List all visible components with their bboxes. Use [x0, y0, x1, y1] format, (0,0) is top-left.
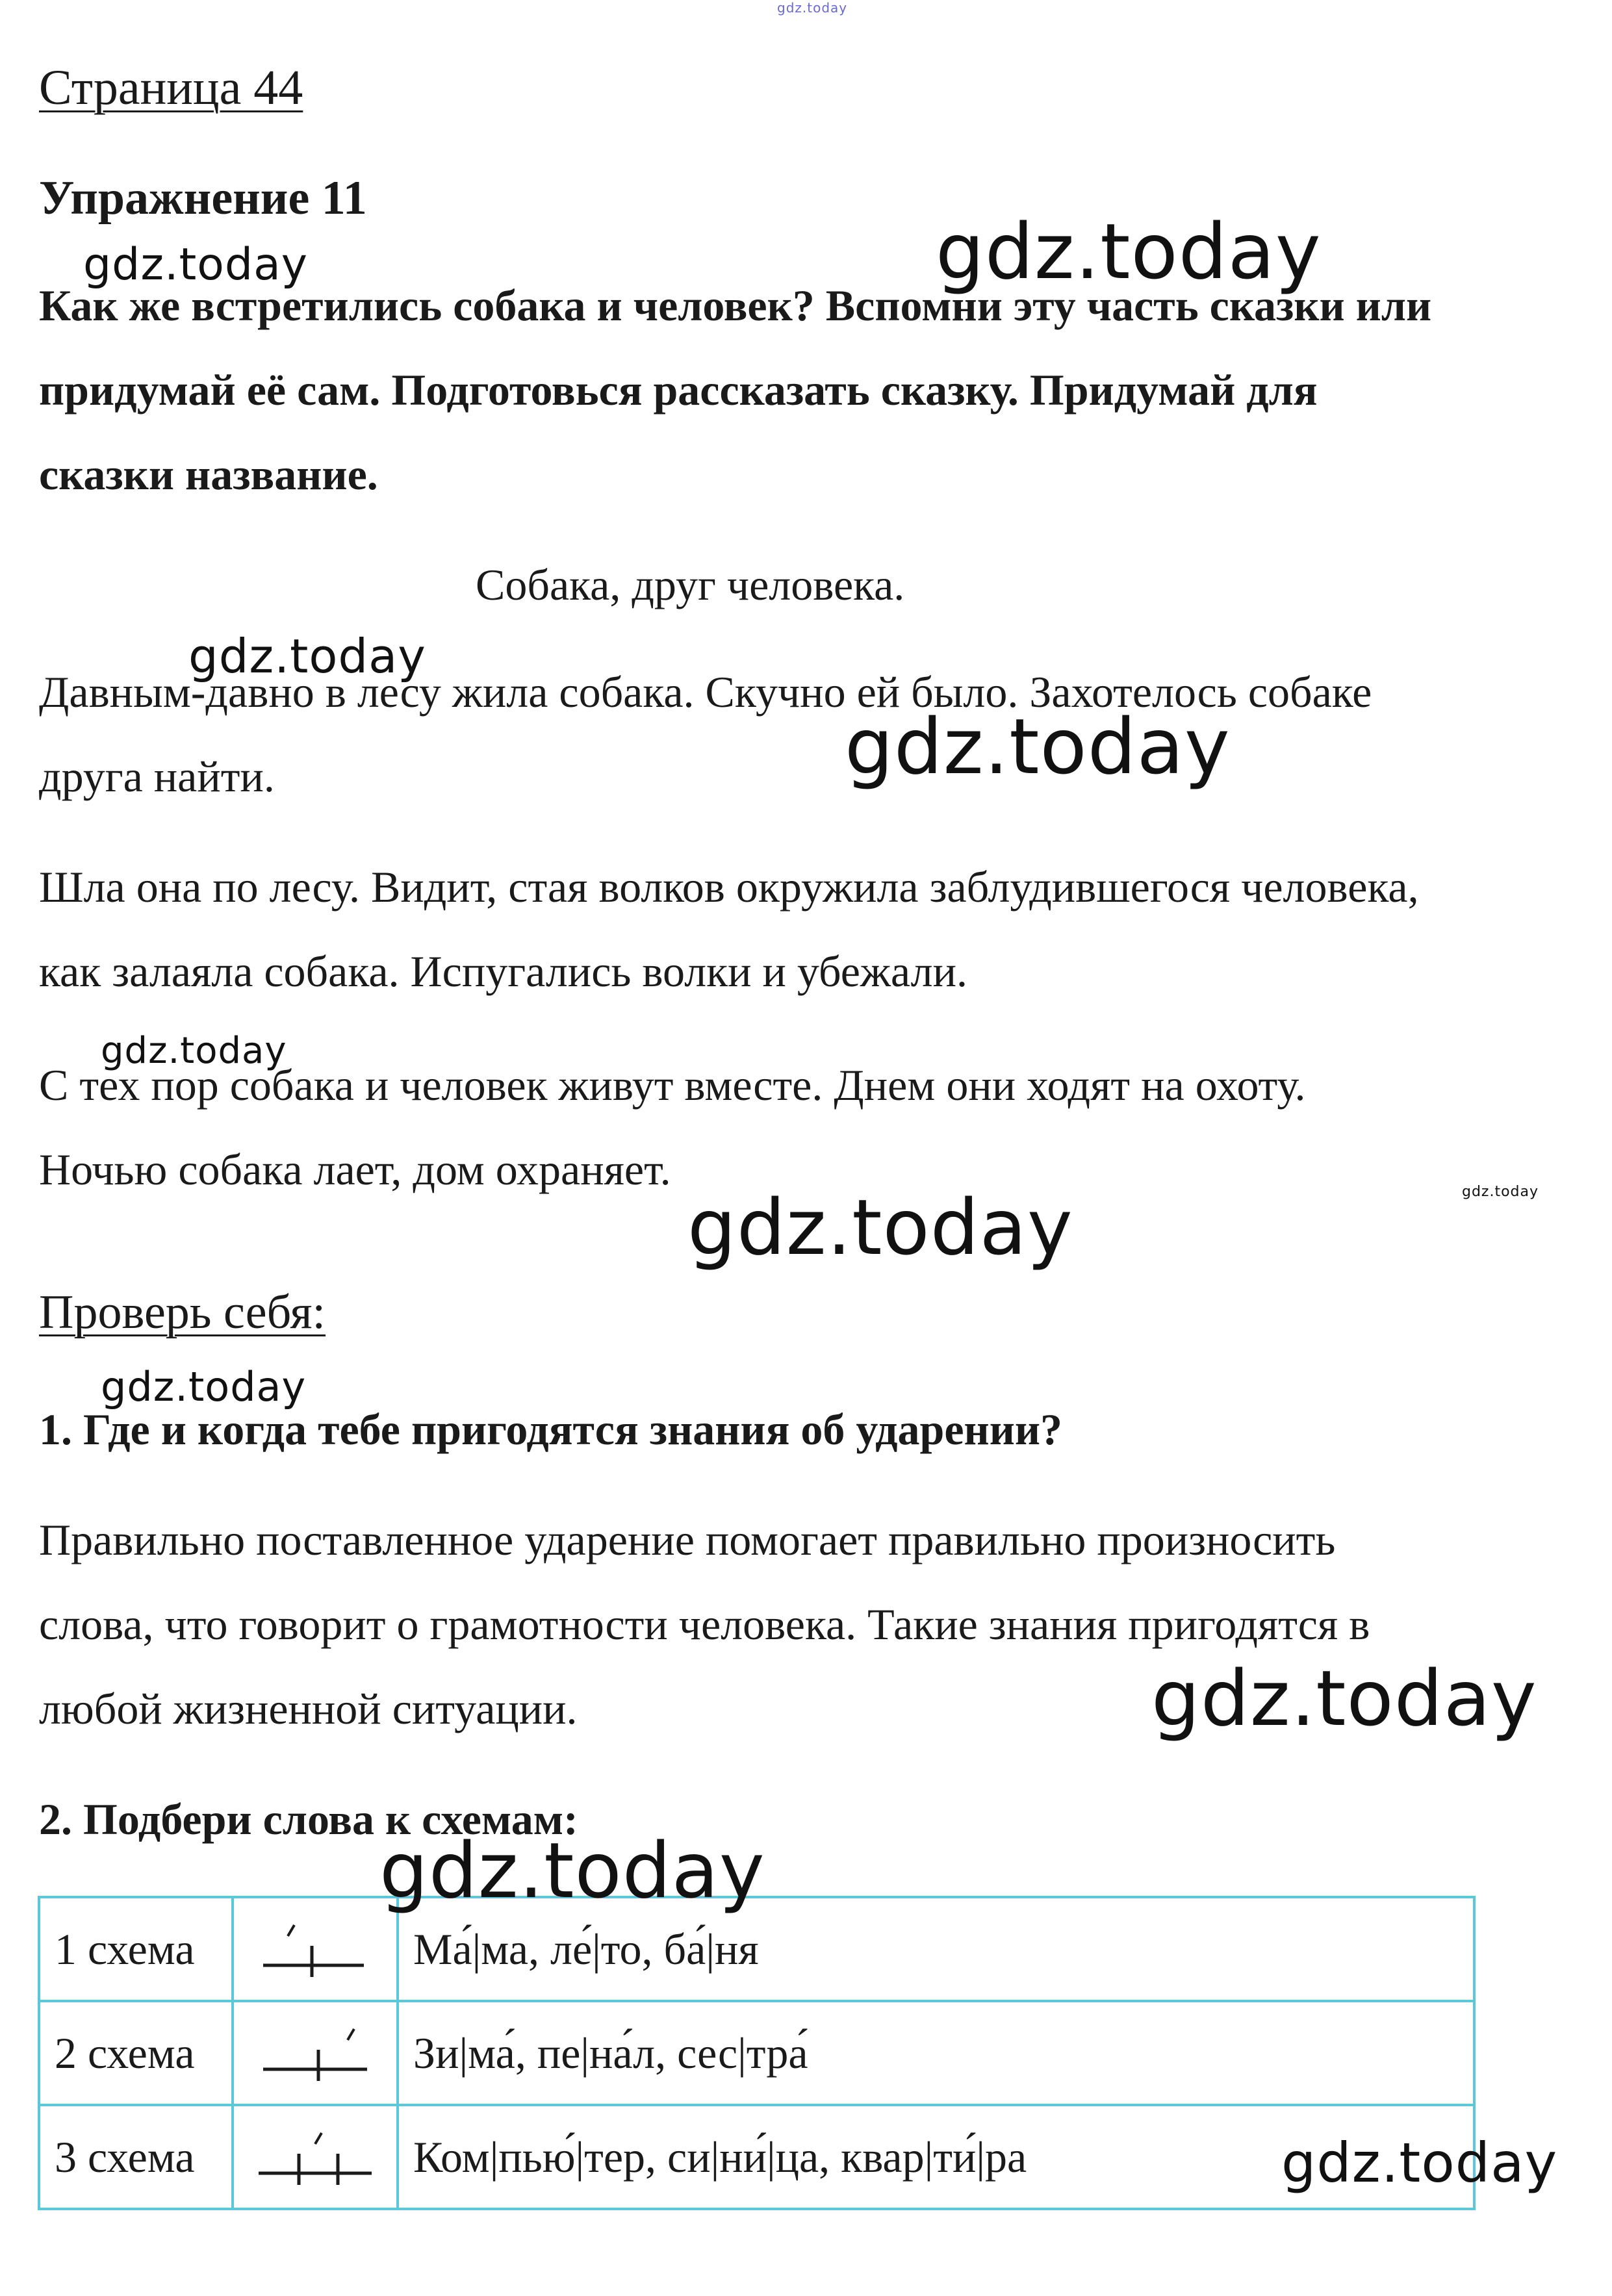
stress-scheme-2-icon [257, 2024, 374, 2082]
scheme-label: 2 схема [39, 2001, 233, 2105]
exercise-title: Упражнение 11 [39, 172, 367, 225]
scheme-words: Ком|пью́|тер, си|ни́|ца, квар|ти́|ра [398, 2105, 1474, 2209]
task-line: сказки название. [39, 450, 378, 499]
table-row [39, 2001, 1474, 2105]
watermark: gdz.today [1462, 1184, 1539, 1200]
answer-1-line: Правильно поставленное ударение помогает правильно произносить [39, 1515, 1336, 1564]
scheme-words: Зи|ма́, пе|на́л, сес|тра́ [398, 2001, 1474, 2105]
story-paragraph-line: Шла она по лесу. Видит, стая волков окружила заблудившегося человека, [39, 862, 1419, 912]
scheme-diagram [233, 2001, 398, 2105]
story-paragraph-line: друга найти. [39, 752, 275, 801]
watermark: gdz.today [1281, 2131, 1558, 2195]
table-row [39, 2105, 1474, 2209]
story-paragraph-line: как залаяла собака. Испугались волки и убежали. [39, 947, 967, 996]
task-line: придумай её сам. Подготовься рассказать сказку. Придумай для [39, 365, 1318, 415]
watermark: gdz.today [188, 629, 426, 683]
watermark: gdz.today [101, 1363, 307, 1410]
scheme-diagram [233, 1897, 398, 2001]
check-yourself-heading: Проверь себя: [39, 1286, 326, 1339]
answer-1-line: любой жизненной ситуации. [39, 1684, 578, 1733]
question-1: 1. Где и когда тебе пригодятся знания об ударении? [39, 1405, 1063, 1454]
task-line: Как же встретились собака и человек? Вспомни эту часть сказки или [39, 281, 1432, 330]
scheme-words: Ма́|ма, ле́|то, ба́|ня [398, 1897, 1474, 2001]
stress-scheme-1-icon [257, 1920, 374, 1978]
page-label: Страница 44 [39, 60, 303, 115]
header-watermark: gdz.today [777, 0, 848, 16]
stress-scheme-3-icon [253, 2128, 377, 2186]
question-2: 2. Подбери слова к схемам: [39, 1794, 578, 1844]
watermark: gdz.today [379, 1826, 765, 1915]
scheme-label: 3 схема [39, 2105, 233, 2209]
scheme-diagram [233, 2105, 398, 2209]
watermark: gdz.today [936, 207, 1322, 296]
watermark: gdz.today [845, 702, 1231, 791]
story-paragraph-line: Давным-давно в лесу жила собака. Скучно ей было. Захотелось собаке [39, 667, 1372, 717]
watermark: gdz.today [83, 239, 308, 290]
story-paragraph-line: Ночью собака лает, дом охраняет. [39, 1145, 671, 1194]
watermark: gdz.today [101, 1030, 287, 1072]
answer-1-line: слова, что говорит о грамотности человека. Такие знания пригодятся в [39, 1600, 1370, 1649]
story-paragraph-line: С тех пор собака и человек живут вместе. Днем они ходят на охоту. [39, 1060, 1306, 1110]
scheme-label: 1 схема [39, 1897, 233, 2001]
watermark: gdz.today [687, 1182, 1073, 1272]
story-title: Собака, друг человека. [476, 560, 905, 609]
schemes-table [38, 1896, 1476, 2210]
watermark: gdz.today [1151, 1653, 1537, 1743]
